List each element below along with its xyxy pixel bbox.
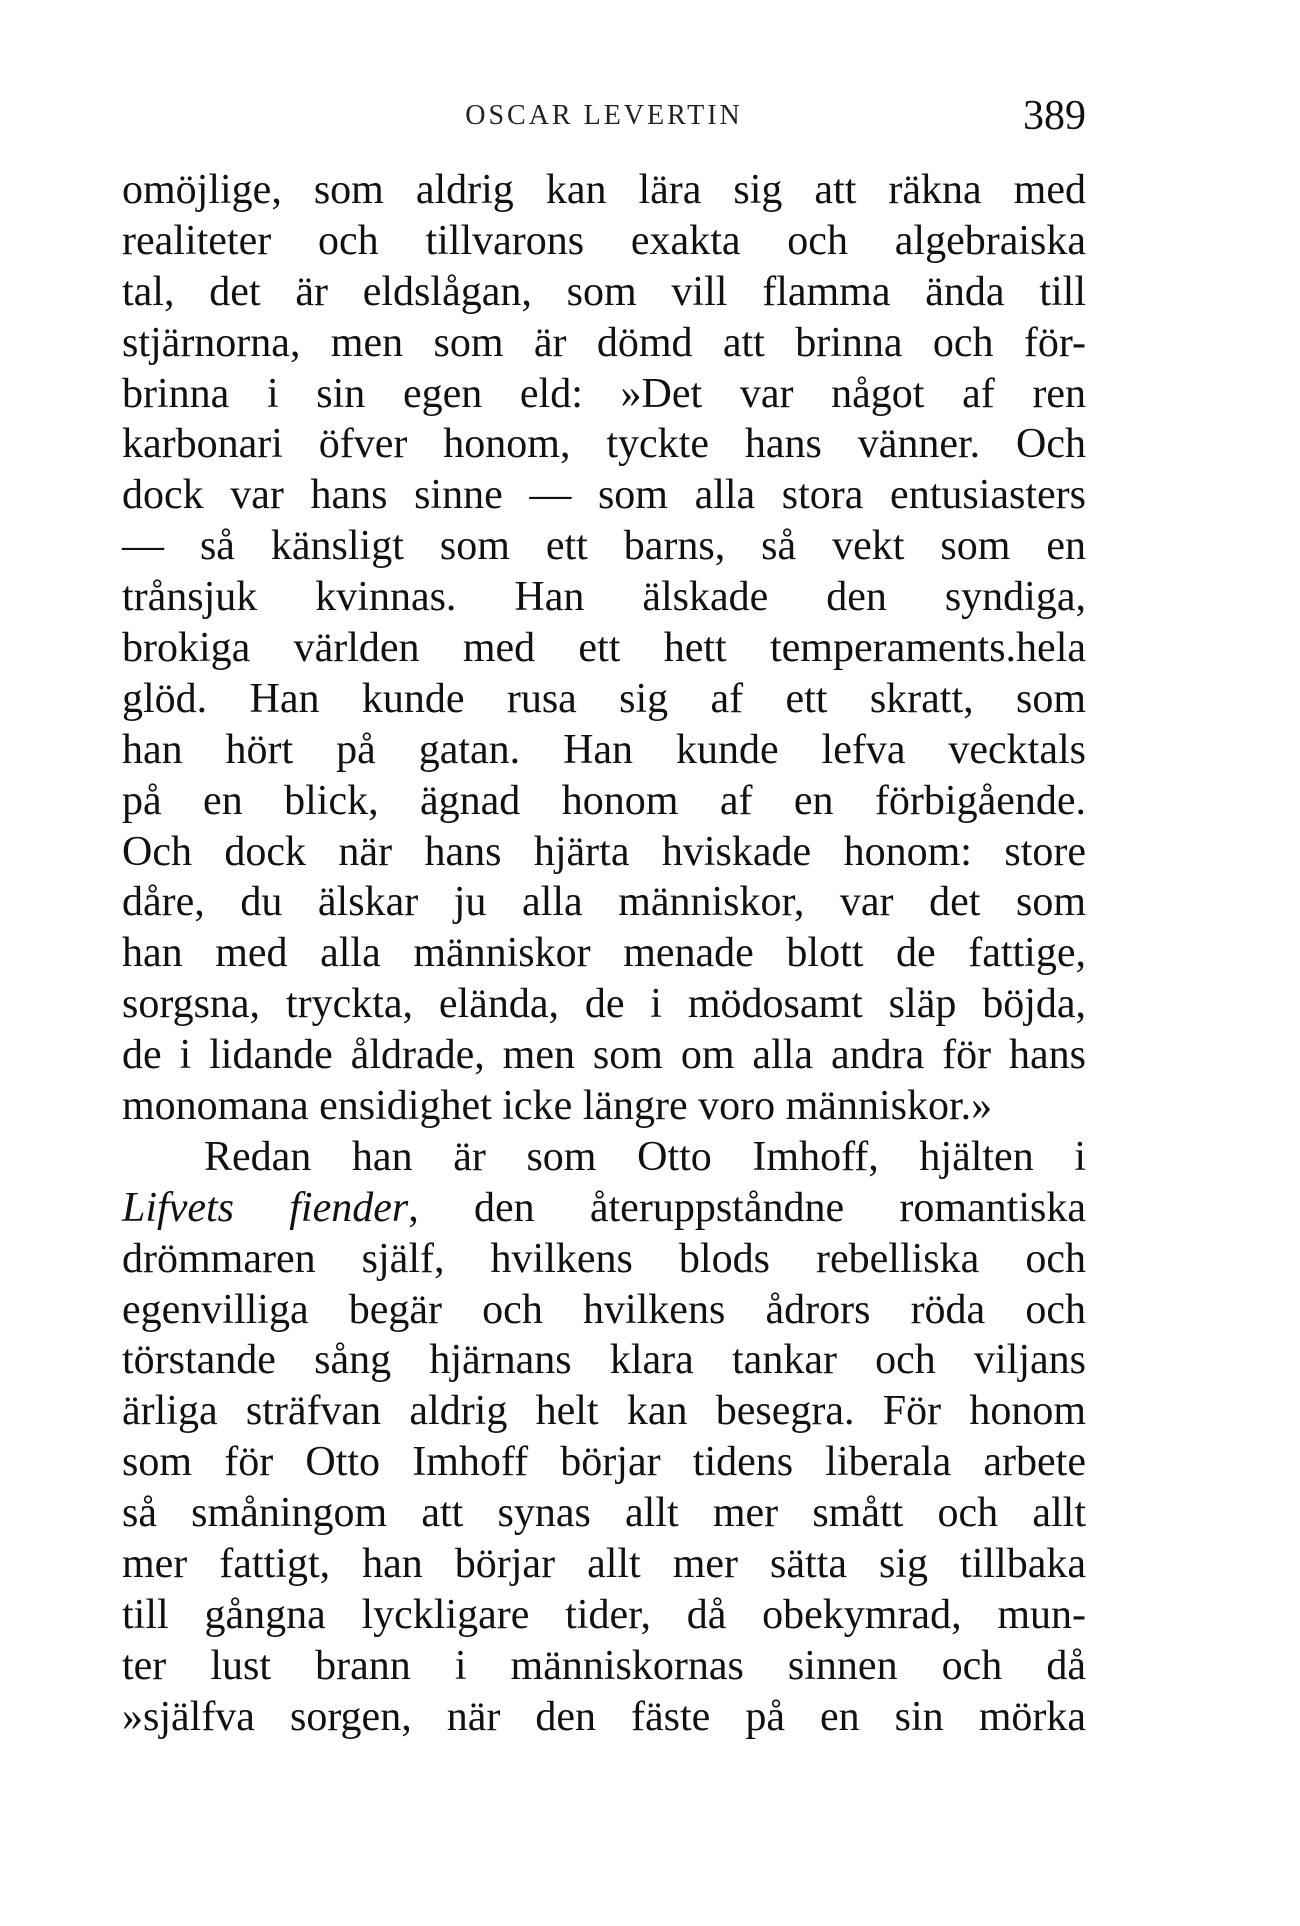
text-line: dock var hans sinne — som alla stora entusiasters	[122, 472, 1086, 519]
text-line: ärliga sträfvan aldrig helt kan besegra. För honom	[122, 1388, 1086, 1435]
text-line: så småningom att synas allt mer smått och allt	[122, 1490, 1086, 1537]
text-line: han hört på gatan. Han kunde lefva vecktals	[122, 726, 1086, 773]
text-line: de i lidande åldrade, men som om alla andra för hans	[122, 1032, 1086, 1079]
text-line: som för Otto Imhoff börjar tidens liberala arbete	[122, 1439, 1086, 1486]
book-title: Lifvets fiender	[122, 1184, 409, 1231]
page-number: 389	[1023, 93, 1086, 139]
text-line: — så känsligt som ett barns, så vekt som en	[122, 523, 1086, 570]
text-line: törstande sång hjärnans klara tankar och viljans	[122, 1337, 1086, 1384]
paragraph-end-line: monomana ensidighet icke längre voro människor.»	[122, 1083, 993, 1130]
text-line: mer fattigt, han börjar allt mer sätta sig tillbaka	[122, 1541, 1086, 1588]
text-line: brokiga världen med ett hett temperaments.hela	[122, 625, 1086, 672]
text-line: realiteter och tillvarons exakta och algebraiska	[122, 217, 1086, 264]
text-line: ter lust brann i människornas sinnen och då	[122, 1642, 1086, 1689]
text-line: omöjlige, som aldrig kan lära sig att räkna med	[122, 167, 1086, 213]
body-text	[122, 165, 1086, 1743]
text-line: brinna i sin egen eld: »Det var något af ren	[122, 370, 1086, 417]
text-line: »själfva sorgen, när den fäste på en sin mörka	[122, 1693, 1086, 1740]
text-line: glöd. Han kunde rusa sig af ett skratt, som	[122, 675, 1086, 722]
text-line: stjärnorna, men som är dömd att brinna och för-	[122, 319, 1086, 366]
text-line: karbonari öfver honom, tyckte hans vänner. Och	[122, 421, 1086, 468]
text-line-with-title	[122, 1183, 1086, 1234]
text-line: egenvilliga begär och hvilkens ådrors röda och	[122, 1286, 1086, 1333]
text-line: dåre, du älskar ju alla människor, var det som	[122, 879, 1086, 926]
text-fragment: , den återuppståndne romantiska	[408, 1184, 1086, 1231]
text-line: sorgsna, tryckta, elända, de i mödosamt släp böjda,	[122, 981, 1086, 1028]
running-title: OSCAR LEVERTIN	[465, 100, 743, 131]
paragraph-start-line: Redan han är som Otto Imhoff, hjälten i	[204, 1133, 1086, 1180]
text-line: han med alla människor menade blott de fattige,	[122, 930, 1086, 977]
page-header	[122, 92, 1086, 140]
text-line: på en blick, ägnad honom af en förbigående.	[122, 777, 1086, 824]
text-line: Och dock när hans hjärta hviskade honom: store	[122, 828, 1086, 875]
text-line: tal, det är eldslågan, som vill flamma ända till	[122, 268, 1086, 315]
text-line: till gångna lyckligare tider, då obekymrad, mun-	[122, 1591, 1086, 1638]
text-line: drömmaren själf, hvilkens blods rebelliska och	[122, 1235, 1086, 1282]
text-line: trånsjuk kvinnas. Han älskade den syndiga,	[122, 574, 1086, 621]
